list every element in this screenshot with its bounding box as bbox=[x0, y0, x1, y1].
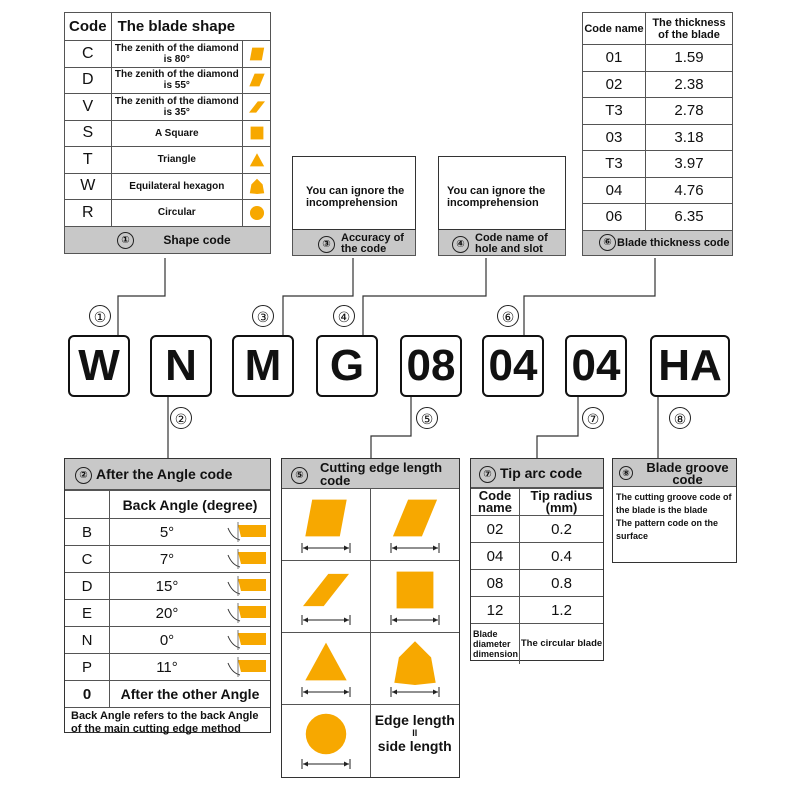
tip-title bbox=[471, 459, 603, 488]
edge-cell-circle-icon bbox=[282, 705, 371, 777]
edge-title-text: Cutting edge length code bbox=[320, 460, 443, 488]
thickness-row bbox=[583, 45, 733, 72]
angle-row-value: 5° bbox=[110, 519, 225, 546]
angle-row bbox=[65, 654, 270, 681]
code-letter-n: N bbox=[150, 335, 212, 397]
marker-bottom-7: ⑦ bbox=[582, 407, 604, 429]
edge-note-line1: Edge length bbox=[374, 712, 455, 728]
accuracy-text: You can ignore the incomprehension bbox=[306, 185, 405, 209]
thickness-footer-label: Blade thickness code bbox=[617, 236, 730, 249]
thickness-table bbox=[582, 12, 733, 256]
thickness-row-value: 6.35 bbox=[646, 204, 733, 231]
code-digits-04-b: 04 bbox=[565, 335, 627, 397]
shape-row-desc: The zenith of the diamond is 55° bbox=[111, 67, 242, 94]
tip-row bbox=[471, 516, 603, 543]
hole-footer-label: Code name of hole and slot bbox=[475, 232, 548, 255]
edge-title bbox=[282, 459, 459, 489]
code-digits-04-a: 04 bbox=[482, 335, 544, 397]
angle-row bbox=[65, 573, 270, 600]
tip-title-text: Tip arc code bbox=[500, 465, 583, 481]
thickness-row bbox=[583, 124, 733, 151]
groove-line-2: The pattern code on the surface bbox=[616, 518, 719, 541]
edge-note-line2: side length bbox=[377, 738, 452, 754]
blade-angle-icon bbox=[224, 627, 270, 654]
shape-header-shape: The blade shape bbox=[111, 13, 270, 41]
shape-row-desc: A Square bbox=[111, 120, 242, 147]
edge-cell-rhombus-35-icon bbox=[282, 561, 371, 633]
thickness-row-value: 2.38 bbox=[646, 71, 733, 98]
back-angle-table bbox=[64, 458, 271, 733]
angle-subheader: Back Angle (degree) bbox=[110, 491, 271, 519]
hole-slot-box bbox=[438, 156, 566, 256]
edge-cell-rhombus-80-icon bbox=[282, 489, 371, 561]
thickness-row-code: 04 bbox=[583, 177, 646, 204]
edge-shape-grid bbox=[282, 489, 459, 777]
thickness-row-value: 2.78 bbox=[646, 98, 733, 125]
thickness-row-value: 4.76 bbox=[646, 177, 733, 204]
code-letters-ha: HA bbox=[650, 335, 730, 397]
thickness-row bbox=[583, 98, 733, 125]
groove-line-1: The cutting groove code of the blade is the blade bbox=[616, 492, 732, 515]
thickness-row-code: 02 bbox=[583, 71, 646, 98]
shape-row-desc: Triangle bbox=[111, 147, 242, 174]
shape-row-desc: Equilateral hexagon bbox=[111, 173, 242, 200]
hole-footer bbox=[438, 230, 566, 256]
angle-row-value: 7° bbox=[110, 546, 225, 573]
angle-row-value: 11° bbox=[110, 654, 225, 681]
groove-title-text: Blade groove code bbox=[646, 460, 729, 487]
angle-row-value: 0° bbox=[110, 627, 225, 654]
marker-7-title: ⑦ bbox=[479, 466, 496, 483]
tip-row bbox=[471, 597, 603, 624]
angle-row-value: 15° bbox=[110, 573, 225, 600]
shape-row-code: D bbox=[65, 67, 112, 94]
shape-row-desc: The zenith of the diamond is 80° bbox=[111, 41, 242, 68]
angle-last-text: After the other Angle bbox=[110, 681, 271, 708]
thickness-row-value: 3.18 bbox=[646, 124, 733, 151]
marker-top-4: ④ bbox=[333, 305, 355, 327]
thickness-row-code: T3 bbox=[583, 98, 646, 125]
thickness-row bbox=[583, 151, 733, 178]
thickness-row-code: T3 bbox=[583, 151, 646, 178]
marker-bottom-2: ② bbox=[170, 407, 192, 429]
marker-1: ① bbox=[117, 232, 134, 249]
shape-code-table bbox=[64, 12, 271, 256]
marker-top-3: ③ bbox=[252, 305, 274, 327]
marker-bottom-5: ⑤ bbox=[416, 407, 438, 429]
shape-row bbox=[65, 67, 271, 94]
tip-row-code: 08 bbox=[471, 570, 520, 597]
edge-length-note bbox=[371, 705, 460, 777]
tip-row bbox=[471, 543, 603, 570]
shape-row-code: R bbox=[65, 200, 112, 227]
marker-6: ⑥ bbox=[599, 234, 616, 251]
code-digits-08: 08 bbox=[400, 335, 462, 397]
hole-text: You can ignore the incomprehension bbox=[447, 185, 546, 209]
thickness-row-code: 01 bbox=[583, 45, 646, 72]
blade-angle-icon bbox=[224, 573, 270, 600]
marker-top-1: ① bbox=[89, 305, 111, 327]
angle-note: Back Angle refers to the back Angle of the main cutting edge method bbox=[71, 710, 259, 735]
thickness-row-code: 03 bbox=[583, 124, 646, 151]
thickness-row bbox=[583, 204, 733, 231]
code-letter-w: W bbox=[68, 335, 130, 397]
angle-row bbox=[65, 627, 270, 654]
thickness-row bbox=[583, 177, 733, 204]
marker-bottom-8: ⑧ bbox=[669, 407, 691, 429]
tip-row-code: 02 bbox=[471, 516, 520, 543]
edge-length-table bbox=[281, 458, 460, 778]
angle-last-code: 0 bbox=[65, 681, 110, 708]
shape-row-code: V bbox=[65, 94, 112, 121]
tip-last-text: The circular blade bbox=[520, 624, 604, 664]
edge-note-eq: II bbox=[412, 728, 418, 738]
shape-row bbox=[65, 173, 271, 200]
thickness-header-value: The thickness of the blade bbox=[646, 13, 733, 45]
angle-row-code: C bbox=[65, 546, 110, 573]
shape-row-desc: The zenith of the diamond is 35° bbox=[111, 94, 242, 121]
shape-row bbox=[65, 200, 271, 227]
groove-title bbox=[613, 459, 736, 487]
tip-row-value: 0.8 bbox=[520, 570, 604, 597]
shape-footer-label: Shape code bbox=[163, 232, 231, 247]
angle-row-code: P bbox=[65, 654, 110, 681]
marker-8-title: ⑧ bbox=[619, 466, 633, 480]
circle-icon bbox=[243, 200, 271, 227]
shape-row bbox=[65, 94, 271, 121]
marker-top-6: ⑥ bbox=[497, 305, 519, 327]
thickness-row-code: 06 bbox=[583, 204, 646, 231]
tip-row-value: 0.2 bbox=[520, 516, 604, 543]
shape-row bbox=[65, 120, 271, 147]
angle-row-code: E bbox=[65, 600, 110, 627]
thickness-row-value: 3.97 bbox=[646, 151, 733, 178]
shape-row-desc: Circular bbox=[111, 200, 242, 227]
thickness-row bbox=[583, 71, 733, 98]
accuracy-footer-label: Accuracy of the code bbox=[341, 232, 404, 255]
tip-row bbox=[471, 570, 603, 597]
groove-box bbox=[612, 458, 737, 563]
triangle-icon bbox=[243, 147, 271, 174]
edge-cell-square-icon bbox=[371, 561, 460, 633]
tip-last-code: Blade diameter dimension bbox=[471, 624, 520, 664]
angle-title-text: After the Angle code bbox=[96, 466, 233, 482]
angle-row-code: N bbox=[65, 627, 110, 654]
tip-header-value: Tip radius (mm) bbox=[520, 489, 604, 516]
thickness-footer bbox=[582, 231, 733, 256]
tip-arc-table bbox=[470, 458, 604, 661]
shape-row-code: S bbox=[65, 120, 112, 147]
code-letter-g: G bbox=[316, 335, 378, 397]
edge-cell-rhombus-55-icon bbox=[371, 489, 460, 561]
blade-angle-icon bbox=[224, 600, 270, 627]
marker-2-title: ② bbox=[75, 467, 92, 484]
edge-cell-trigon-icon bbox=[371, 633, 460, 705]
angle-row bbox=[65, 600, 270, 627]
tip-row-code: 12 bbox=[471, 597, 520, 624]
marker-4: ④ bbox=[452, 236, 469, 253]
thickness-header-code: Code name bbox=[583, 13, 646, 45]
code-letter-m: M bbox=[232, 335, 294, 397]
shape-footer bbox=[64, 227, 271, 254]
rhombus-80-icon bbox=[243, 41, 271, 68]
accuracy-footer bbox=[292, 230, 416, 256]
rhombus-35-icon bbox=[243, 94, 271, 121]
tip-row-code: 04 bbox=[471, 543, 520, 570]
marker-3: ③ bbox=[318, 236, 335, 253]
accuracy-box bbox=[292, 156, 416, 256]
angle-row bbox=[65, 519, 270, 546]
angle-row bbox=[65, 546, 270, 573]
shape-row-code: C bbox=[65, 41, 112, 68]
angle-title bbox=[65, 459, 270, 490]
marker-5-title: ⑤ bbox=[291, 467, 308, 484]
blade-angle-icon bbox=[224, 654, 270, 681]
blade-angle-icon bbox=[224, 519, 270, 546]
blade-angle-icon bbox=[224, 546, 270, 573]
trigon-icon bbox=[243, 173, 271, 200]
tip-row-value: 1.2 bbox=[520, 597, 604, 624]
shape-header-code: Code bbox=[65, 13, 112, 41]
shape-row-code: W bbox=[65, 173, 112, 200]
shape-row-code: T bbox=[65, 147, 112, 174]
rhombus-55-icon bbox=[243, 67, 271, 94]
tip-header-code: Code name bbox=[471, 489, 520, 516]
shape-row bbox=[65, 41, 271, 68]
thickness-row-value: 1.59 bbox=[646, 45, 733, 72]
edge-cell-triangle-icon bbox=[282, 633, 371, 705]
shape-row bbox=[65, 147, 271, 174]
angle-row-value: 20° bbox=[110, 600, 225, 627]
angle-row-code: B bbox=[65, 519, 110, 546]
angle-row-code: D bbox=[65, 573, 110, 600]
tip-row-value: 0.4 bbox=[520, 543, 604, 570]
square-icon bbox=[243, 120, 271, 147]
